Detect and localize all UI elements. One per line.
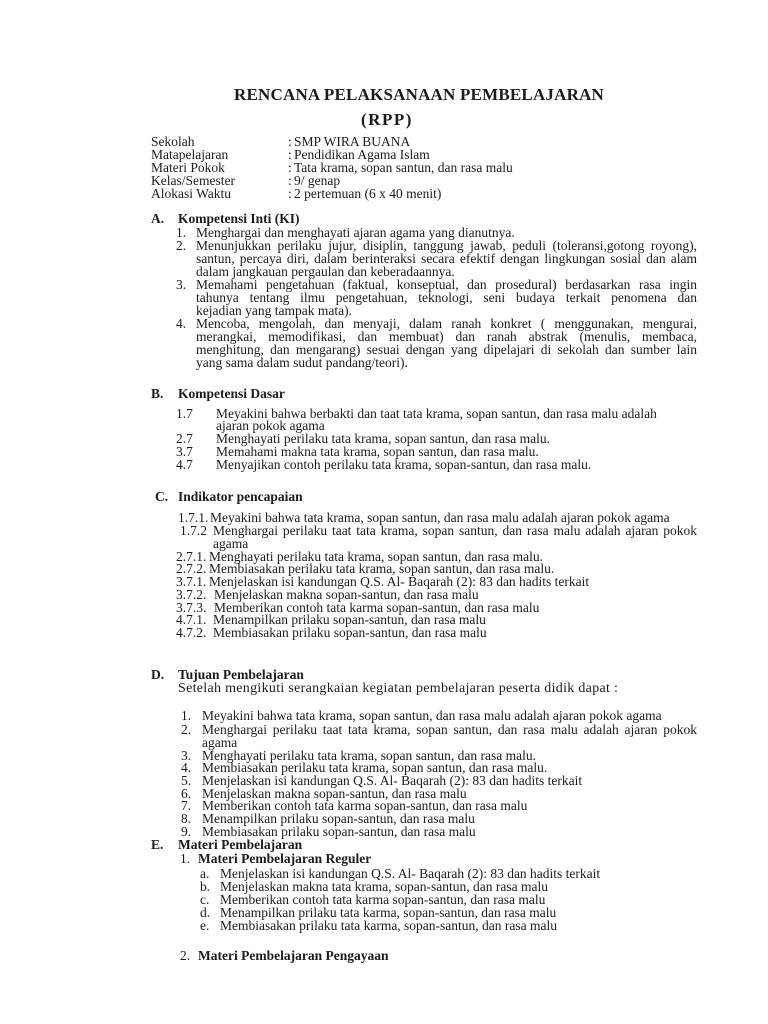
identity-label: Materi Pokok — [151, 160, 225, 175]
item-text: Menampilkan prilaku sopan-santun, dan rasa malu — [213, 611, 486, 627]
item-number: 3. — [181, 747, 192, 763]
title-row — [0, 85, 768, 105]
item-number: 2.7.1. — [176, 548, 207, 564]
indicator-item-continuation — [0, 537, 768, 550]
ki-item-continuation — [0, 343, 768, 356]
item-text: Memberikan contoh tata karma sopan-santun, dan rasa malu — [220, 891, 546, 907]
item-number: 1.7.2 — [180, 522, 207, 538]
item-number: 2. — [176, 237, 187, 253]
tujuan-item — [0, 825, 768, 838]
item-number: 4.7 — [176, 456, 193, 472]
item-number: 1.7 — [176, 405, 193, 421]
item-text: Menyajikan contoh perilaku tata krama, sopan-santun, dan rasa malu. — [216, 456, 592, 472]
item-text: santun, percaya diri, dalam berinteraksi secara efektif dengan lingkungan sosial dan alam — [196, 250, 697, 266]
identity-separator: : — [288, 134, 292, 149]
section-letter: A. — [151, 211, 165, 226]
identity-label: Alokasi Waktu — [151, 186, 232, 201]
materi-item — [0, 906, 768, 919]
item-text: Mencoba, mengolah, dan menyaji, dalam ranah konkret ( menggunakan, mengurai, — [196, 315, 697, 331]
identity-separator: : — [288, 173, 292, 188]
materi-pengayaan-heading — [0, 949, 768, 962]
item-text: ajaran pokok agama — [216, 417, 325, 433]
kd-item-continuation — [0, 419, 768, 432]
item-number: 2.7 — [176, 430, 193, 446]
ki-item-continuation — [0, 304, 768, 317]
ki-item — [0, 278, 768, 291]
item-text: Menghargai perilaku taat tata krama, sopan santun, dan rasa malu adalah ajaran pokok — [202, 721, 697, 737]
item-text: Menjelaskan isi kandungan Q.S. Al- Baqarah (2): 83 dan hadits terkait — [209, 573, 590, 589]
item-text: agama — [202, 734, 238, 750]
ki-item-continuation — [0, 265, 768, 278]
tujuan-item-continuation — [0, 736, 768, 749]
indicator-item — [0, 575, 768, 588]
item-text: agama — [213, 535, 249, 551]
tujuan-intro: Setelah mengikuti serangkaian kegiatan pembelajaran peserta didik dapat : — [178, 680, 619, 696]
item-number: 2. — [180, 947, 191, 963]
item-number: 4.7.1. — [176, 611, 207, 627]
item-number: 2.7.2. — [176, 560, 207, 576]
item-text: Membiasakan perilaku tata krama, sopan santun, dan rasa malu. — [202, 759, 548, 775]
item-text: tahunya tentang ilmu pengetahuan, teknologi, seni budaya terkait penomena dan — [196, 289, 697, 305]
ki-item-continuation — [0, 356, 768, 369]
tujuan-item — [0, 774, 768, 787]
item-letter: b. — [200, 878, 211, 894]
item-number: 4.7.2. — [176, 624, 207, 640]
identity-value: 9/ genap — [294, 173, 341, 188]
item-number: 3. — [176, 276, 187, 292]
kd-item — [0, 458, 768, 471]
section-letter: D. — [151, 666, 165, 682]
indicator-item — [0, 511, 768, 524]
identity-row — [0, 187, 768, 200]
section-letter: E. — [151, 836, 164, 852]
materi-item — [0, 867, 768, 880]
item-number: 5. — [181, 772, 192, 788]
item-text: Menghayati perilaku tata krama, sopan santun, dan rasa malu. — [216, 430, 551, 446]
document-subtitle: (RPP) — [361, 110, 413, 129]
identity-value: Pendidikan Agama Islam — [294, 147, 430, 162]
subsection-title: Materi Pembelajaran Reguler — [198, 850, 372, 866]
indicator-item — [0, 524, 768, 537]
materi-item — [0, 893, 768, 906]
item-text: Menghargai perilaku taat tata krama, sopan santun, dan rasa malu adalah ajaran pokok — [213, 522, 697, 538]
tujuan-item — [0, 799, 768, 812]
section-letter: B. — [151, 385, 164, 401]
tujuan-item — [0, 723, 768, 736]
item-text: Memberikan contoh tata karma sopan-santun, dan rasa malu — [214, 599, 540, 615]
item-text: Menjelaskan makna sopan-santun, dan rasa malu — [202, 785, 467, 801]
identity-separator: : — [288, 147, 292, 162]
identity-value: SMP WIRA BUANA — [294, 134, 411, 149]
item-number: 1.7.1. — [178, 509, 209, 525]
item-text: Menjelaskan isi kandungan Q.S. Al- Baqarah (2): 83 dan hadits terkait — [220, 865, 601, 881]
ki-item-continuation — [0, 252, 768, 265]
document-title: RENCANA PELAKSANAAN PEMBELAJARAN — [234, 85, 605, 104]
tujuan-item — [0, 812, 768, 825]
item-text: Membiasakan perilaku tata krama, sopan santun, dan rasa malu. — [209, 560, 555, 576]
item-text: Memberikan contoh tata karma sopan-santun, dan rasa malu — [202, 797, 528, 813]
indicator-item — [0, 588, 768, 601]
materi-item — [0, 919, 768, 932]
section-letter: C. — [155, 488, 169, 504]
item-number: 1. — [180, 850, 191, 866]
section-title: Materi Pembelajaran — [178, 836, 303, 852]
item-number: 4. — [176, 315, 187, 331]
identity-row — [0, 161, 768, 174]
identity-separator: : — [288, 160, 292, 175]
item-text: menghitung, dan mengarang) sesuai dengan yang dipelajari di sekolah dan sumber lain — [196, 341, 697, 357]
item-number: 3.7 — [176, 443, 193, 459]
item-text: Menunjukkan perilaku jujur, disiplin, tanggung jawab, peduli (toleransi,gotong royong), — [196, 237, 697, 253]
section-title: Kompetensi Inti (KI) — [178, 211, 300, 226]
section-title: Tujuan Pembelajaran — [178, 666, 304, 682]
item-text: Menampilkan prilaku sopan-santun, dan rasa malu — [202, 810, 475, 826]
kd-item — [0, 432, 768, 445]
item-text: Meyakini bahwa berbakti dan taat tata krama, sopan santun, dan rasa malu adalah — [216, 405, 657, 421]
item-text: Menjelaskan makna sopan-santun, dan rasa malu — [214, 586, 479, 602]
item-text: merangkai, memodifikasi, dan membuat) dan ranah abstrak (menulis, membaca, — [196, 328, 697, 344]
section-d-heading — [0, 668, 768, 681]
indicator-item — [0, 626, 768, 639]
ki-item — [0, 317, 768, 330]
subtitle-row — [0, 110, 768, 130]
ki-item-continuation — [0, 291, 768, 304]
section-e-heading — [0, 838, 768, 851]
tujuan-item — [0, 709, 768, 722]
identity-label: Sekolah — [151, 134, 195, 149]
item-text: Meyakini bahwa tata krama, sopan santun, dan rasa malu adalah ajaran pokok agama — [210, 509, 670, 525]
ki-item — [0, 239, 768, 252]
ki-item — [0, 226, 768, 239]
section-b-heading — [0, 387, 768, 400]
item-number: 8. — [181, 810, 192, 826]
section-c-heading — [0, 490, 768, 503]
item-text: dalam jangkauan pergaulan dan keberadaannya. — [196, 263, 455, 279]
kd-item — [0, 445, 768, 458]
item-number: 3.7.1. — [176, 573, 207, 589]
item-number: 4. — [181, 759, 192, 775]
item-number: 3.7.3. — [176, 599, 207, 615]
item-text: Membiasakan prilaku sopan-santun, dan rasa malu — [202, 823, 476, 839]
ki-item-continuation — [0, 330, 768, 343]
item-text: Menghargai dan menghayati ajaran agama yang dianutnya. — [196, 224, 515, 240]
indicator-item — [0, 562, 768, 575]
item-number: 6. — [181, 785, 192, 801]
identity-label: Matapelajaran — [151, 147, 229, 162]
item-letter: c. — [200, 891, 210, 907]
section-title: Kompetensi Dasar — [178, 385, 285, 401]
identity-value: Tata krama, sopan santun, dan rasa malu — [294, 160, 513, 175]
item-text: Menjelaskan makna tata krama, sopan-santun, dan rasa malu — [220, 878, 549, 894]
item-letter: e. — [200, 917, 210, 933]
identity-value: 2 pertemuan (6 x 40 menit) — [294, 186, 442, 201]
item-text: Memahami pengetahuan (faktual, konseptual, dan prosedural) berdasarkan rasa ingin — [196, 276, 697, 292]
item-number: 7. — [181, 797, 192, 813]
item-text: Menghayati perilaku tata krama, sopan santun, dan rasa malu. — [209, 548, 544, 564]
item-text: Meyakini bahwa tata krama, sopan santun, dan rasa malu adalah ajaran pokok agama — [202, 707, 662, 723]
identity-label: Kelas/Semester — [151, 173, 235, 188]
item-text: Membiasakan prilaku tata karma, sopan-santun, dan rasa malu — [220, 917, 558, 933]
item-text: yang sama dalam sudut pandang/teori). — [196, 354, 408, 370]
item-text: kejadian yang tampak mata). — [196, 302, 352, 318]
item-number: 1. — [176, 224, 187, 240]
item-number: 9. — [181, 823, 192, 839]
identity-separator: : — [288, 186, 292, 201]
item-letter: d. — [200, 904, 211, 920]
subsection-title: Materi Pembelajaran Pengayaan — [198, 947, 389, 963]
section-title: Indikator pencapaian — [178, 488, 303, 504]
materi-reguler-heading — [0, 852, 768, 865]
materi-item — [0, 880, 768, 893]
section-a-heading — [0, 212, 768, 225]
item-number: 3.7.2. — [176, 586, 207, 602]
item-number: 1. — [181, 707, 192, 723]
item-text: Menjelaskan isi kandungan Q.S. Al- Baqarah (2): 83 dan hadits terkait — [202, 772, 583, 788]
tujuan-item — [0, 761, 768, 774]
tujuan-intro-row — [0, 682, 768, 695]
item-text: Menghayati perilaku tata krama, sopan santun, dan rasa malu. — [202, 747, 537, 763]
item-letter: a. — [200, 865, 210, 881]
indicator-item — [0, 613, 768, 626]
item-text: Menampilkan prilaku tata karma, sopan-santun, dan rasa malu — [220, 904, 557, 920]
item-text: Memahami makna tata krama, sopan santun, dan rasa malu. — [216, 443, 539, 459]
item-number: 2. — [181, 721, 192, 737]
item-text: Membiasakan prilaku sopan-santun, dan rasa malu — [213, 624, 487, 640]
